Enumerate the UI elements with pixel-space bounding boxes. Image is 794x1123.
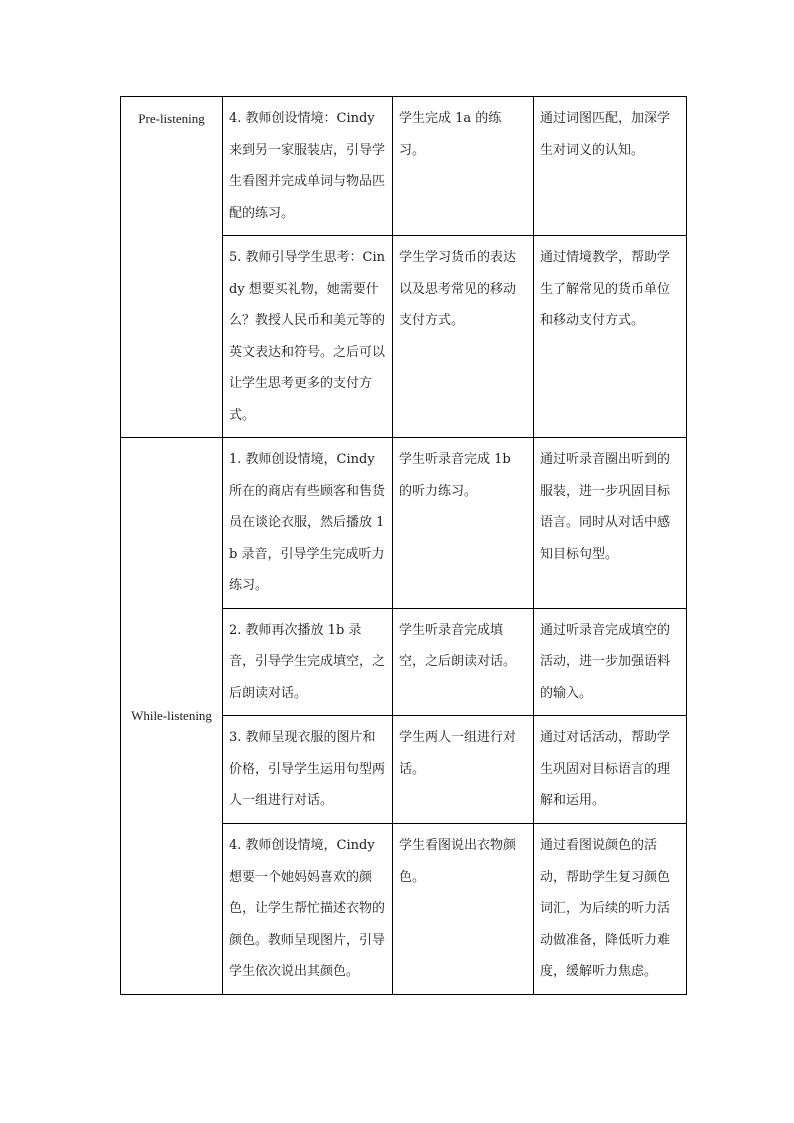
purpose-cell: 通过听录音圈出听到的服装，进一步巩固目标语言。同时从对话中感知目标句型。 xyxy=(534,438,687,609)
purpose-cell: 通过看图说颜色的活动，帮助学生复习颜色词汇，为后续的听力活动做准备，降低听力难度，缓解听力焦虑。 xyxy=(534,824,687,995)
table-row xyxy=(121,438,687,609)
table-row xyxy=(121,97,687,236)
teacher-activity-cell: 4. 教师创设情境：Cindy来到另一家服装店，引导学生看图并完成单词与物品匹配的练习。 xyxy=(223,97,393,236)
stage-label-pre-listening: Pre-listening xyxy=(121,97,223,438)
teacher-activity-cell: 4. 教师创设情境，Cindy想要一个她妈妈喜欢的颜色，让学生帮忙描述衣物的颜色。教师呈现图片，引导学生依次说出其颜色。 xyxy=(223,824,393,995)
student-activity-cell: 学生听录音完成 1b 的听力练习。 xyxy=(393,438,534,609)
purpose-cell: 通过对话活动，帮助学生巩固对目标语言的理解和运用。 xyxy=(534,716,687,824)
student-activity-cell: 学生听录音完成填空，之后朗读对话。 xyxy=(393,608,534,716)
purpose-cell: 通过听录音完成填空的活动，进一步加强语料的输入。 xyxy=(534,608,687,716)
purpose-cell: 通过情境教学，帮助学生了解常见的货币单位和移动支付方式。 xyxy=(534,236,687,438)
teacher-activity-cell: 2. 教师再次播放 1b 录音，引导学生完成填空，之后朗读对话。 xyxy=(223,608,393,716)
student-activity-cell: 学生完成 1a 的练习。 xyxy=(393,97,534,236)
teacher-activity-cell: 3. 教师呈现衣服的图片和价格，引导学生运用句型两人一组进行对话。 xyxy=(223,716,393,824)
student-activity-cell: 学生学习货币的表达以及思考常见的移动支付方式。 xyxy=(393,236,534,438)
teacher-activity-cell: 5. 教师引导学生思考：Cindy 想要买礼物，她需要什么？教授人民币和美元等的英文表达和符号。之后可以让学生思考更多的支付方式。 xyxy=(223,236,393,438)
student-activity-cell: 学生看图说出衣物颜色。 xyxy=(393,824,534,995)
lesson-plan-table xyxy=(120,96,687,995)
purpose-cell: 通过词图匹配，加深学生对词义的认知。 xyxy=(534,97,687,236)
stage-label-while-listening: While-listening xyxy=(121,438,223,995)
teacher-activity-cell: 1. 教师创设情境，Cindy所在的商店有些顾客和售货员在谈论衣服，然后播放 1b 录音，引导学生完成听力练习。 xyxy=(223,438,393,609)
student-activity-cell: 学生两人一组进行对话。 xyxy=(393,716,534,824)
